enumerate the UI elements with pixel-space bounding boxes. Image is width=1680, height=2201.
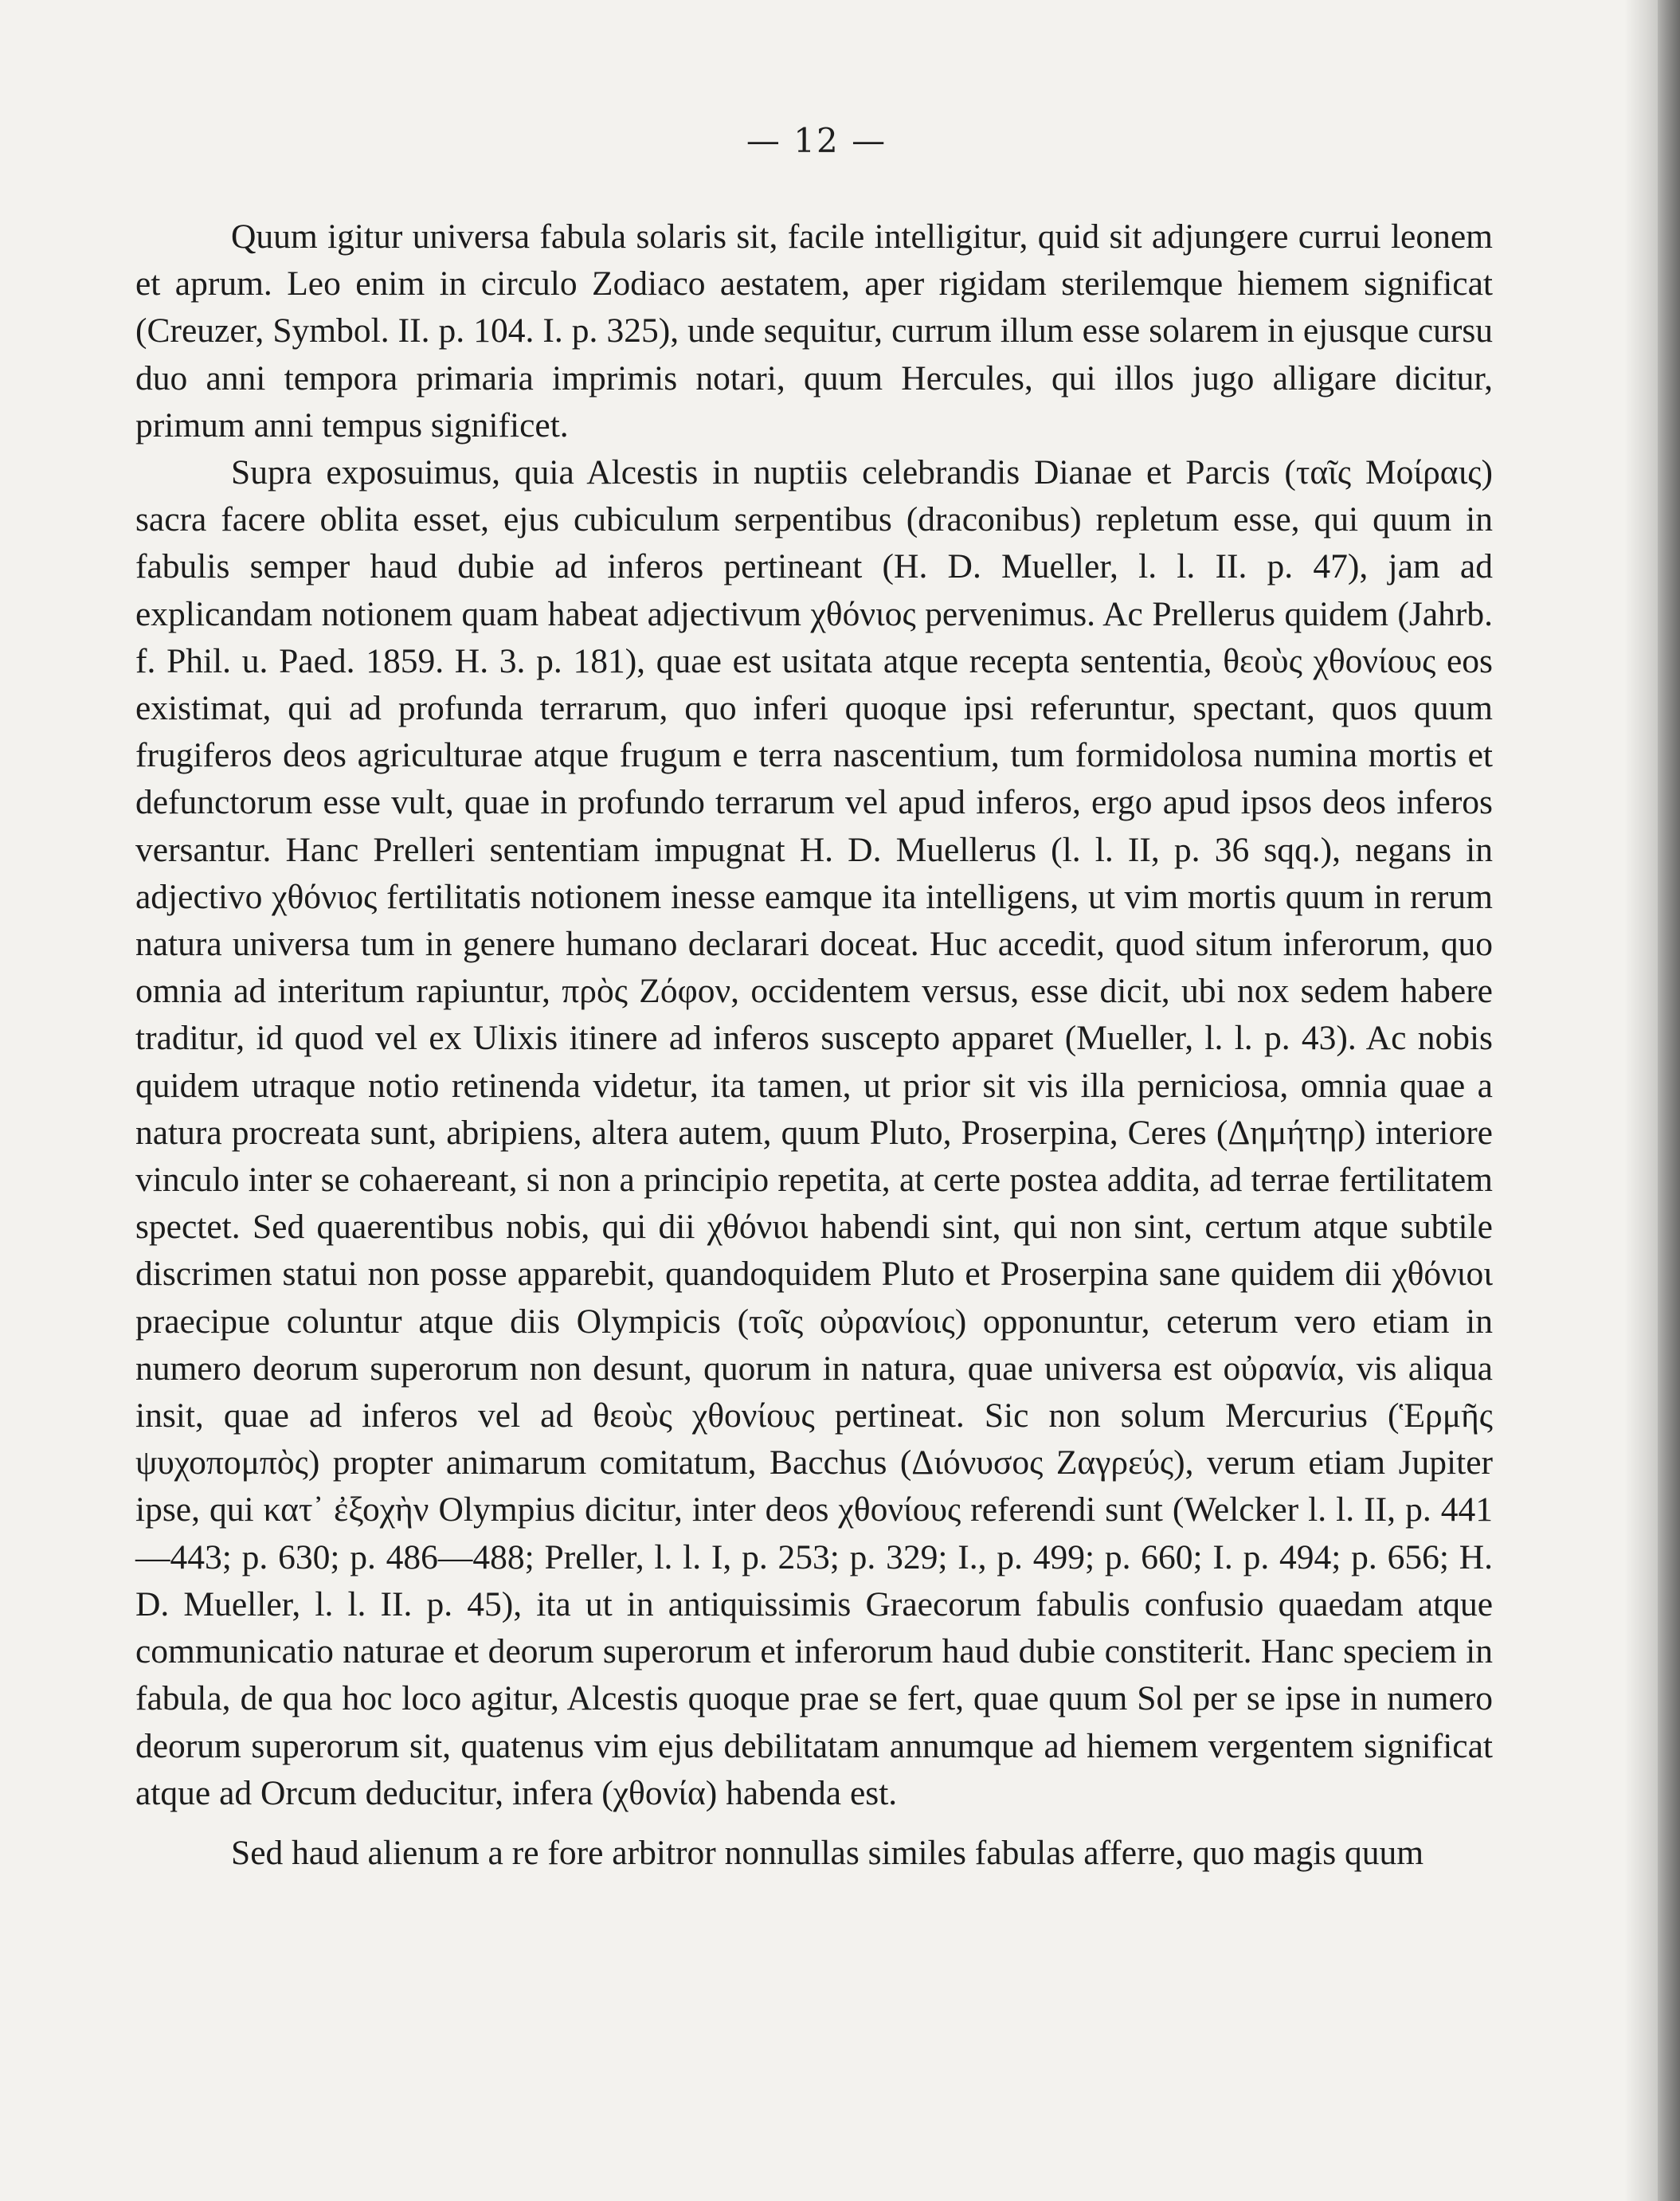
paragraph-2: Supra exposuimus, quia Alcestis in nuptiis celebrandis Dianae et Parcis (ταῖς Μοίραις) sacra facere oblita esset, ejus cubiculum serpentibus (draconibus) repletum esse, qui quum in fabulis semper haud dubie ad inferos pertineant (H. D. Mueller, l. l. II. p. 47), jam ad explicandam notionem quam habeat adjectivum χθόνιος pervenimus. Ac Prellerus quidem (Jahrb. f. Phil. u. Paed. 1859. H. 3. p. 181), quae est usitata atque recepta sententia, θεοὺς χθονίους eos existimat, qui ad profunda terrarum, quo inferi quoque ipsi referuntur, spectant, quos quum frugiferos deos agriculturae atque frugum e terra nascentium, tum formidolosa numina mortis et defunctorum esse vult, quae in profundo terrarum vel apud inferos, ergo apud ipsos deos inferos versantur. Hanc Prelleri sententiam impugnat H. D. Muellerus (l. l. II, p. 36 sqq.), negans in adjectivo χθόνιος fertilitatis notionem inesse eamque ita intelligens, ut vim mortis quum in rerum natura universa tum in genere humano declarari doceat. Huc accedit, quod situm inferorum, quo omnia ad interitum rapiuntur, πρὸς Ζόφον, occidentem versus, esse dicit, ubi nox sedem habere traditur, id quod vel ex Ulixis itinere ad inferos suscepto apparet (Mueller, l. l. p. 43). Ac nobis quidem utraque notio retinenda videtur, ita tamen, ut prior sit vis illa perniciosa, omnia quae a natura procreata sunt, abripiens, altera autem, quum Pluto, Proserpina, Ceres (Δημήτηρ) interiore vinculo inter se cohaereant, si non a principio repetita, at certe postea addita, ad terrae fertilitatem spectet. Sed quaerentibus nobis, qui dii χθόνιοι habendi sint, qui non sint, certum atque subtile discrimen statui non posse apparebit, quandoquidem Pluto et Proserpina sane quidem dii χθόνιοι praecipue coluntur atque diis Olympicis (τοῖς οὐρανίοις) opponuntur, ceterum vero etiam in numero deorum superorum non desunt, quorum in natura, quae universa est οὐρανία, vis aliqua insit, quae ad inferos vel ad θεοὺς χθονίους pertineat. Sic non solum Mercurius (Ἑρμῆς ψυχοπομπὸς) propter animarum comitatum, Bacchus (Διόνυσος Ζαγρεύς), verum etiam Jupiter ipse, qui κατ᾽ ἐξοχὴν Olympius dicitur, inter deos χθονίους referendi sunt (Welcker l. l. II, p. 441—443; p. 630; p. 486—488; Preller, l. l. I, p. 253; p. 329; I., p. 499; p. 660; I. p. 494; p. 656; H. D. Mueller, l. l. II. p. 45), ita ut in antiquissimis Graecorum fabulis confusio quaedam atque communicatio naturae et deorum superorum et inferorum haud dubie constiterit. Hanc speciem in fabula, de qua hoc loco agitur, Alcestis quoque prae se fert, quae quum Sol per se ipse in numero deorum superorum sit, quatenus vim ejus debilitatam annumque ad hiemem vergentem significat atque ad Orcum deducitur, infera (χθονία) habenda est. bbox=[135, 453, 1493, 1812]
page-edge-dark bbox=[1658, 0, 1680, 2201]
paragraph-1: Quum igitur universa fabula solaris sit, facile intelligitur, quid sit adjungere currui leonem et aprum. Leo enim in circulo Zodiaco aestatem, aper rigidam sterilemque hiemem significat (Creuzer, Symbol. II. p. 104. I. p. 325), unde sequitur, currum illum esse solarem in ejusque cursu duo anni tempora primaria imprimis notari, quum Hercules, qui illos jugo alligare dicitur, primum anni tempus significet. bbox=[135, 217, 1493, 445]
body-text bbox=[135, 213, 1493, 1877]
page-number: — 12 — bbox=[746, 121, 887, 160]
paragraph-3: Sed haud alienum a re fore arbitror nonnullas similes fabulas afferre, quo magis quum bbox=[231, 1833, 1424, 1872]
